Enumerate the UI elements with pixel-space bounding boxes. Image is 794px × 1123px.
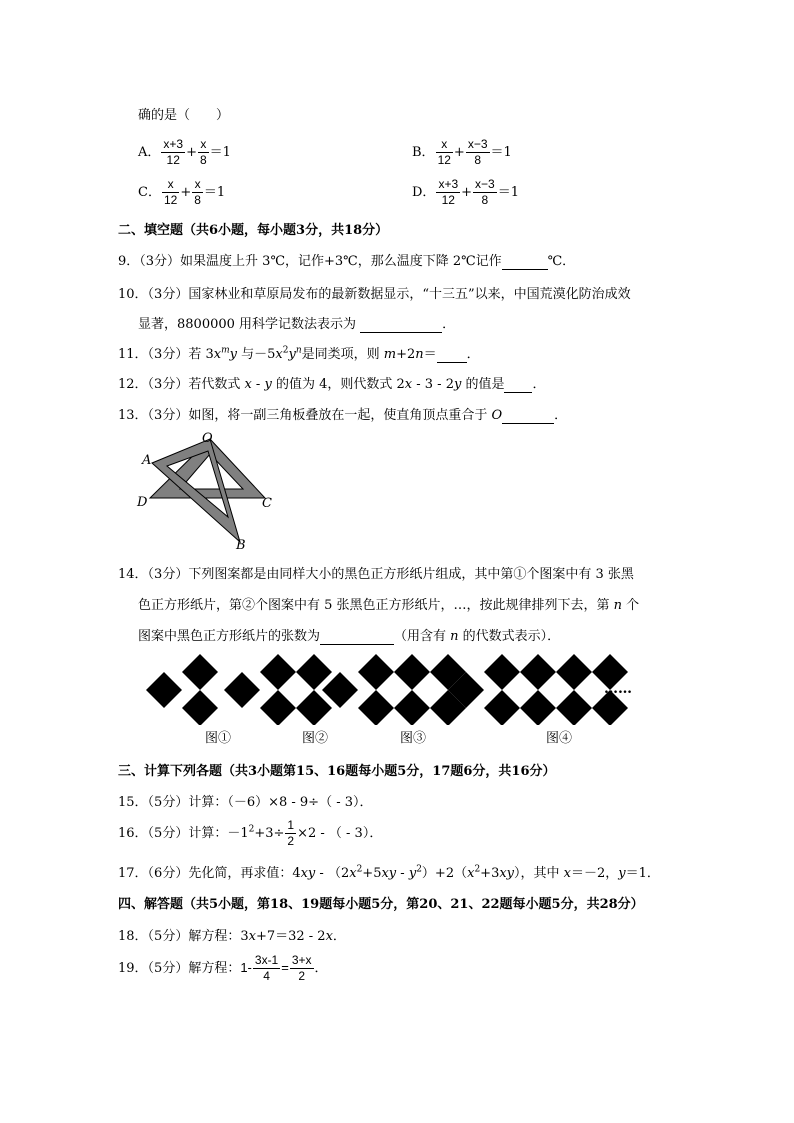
answer-blank-11[interactable]	[437, 347, 467, 363]
question-10-line2: 显著，8800000 用科学记数法表示为 ．	[138, 317, 456, 332]
question-13: 13．（3分）如图，将一副三角板叠放在一起，使直角顶点重合于 O ．	[118, 408, 568, 423]
question-14-line2: 色正方形纸片，第②个图案中有 5 张黑色正方形纸片，…，按此规律排列下去，第 n 个	[138, 598, 640, 613]
q8-option-b[interactable]: B． $\frac{x}{12}$ + $\frac{x-3}{8}$ ＝1	[412, 137, 512, 167]
black-square-tile	[146, 672, 182, 708]
question-19: 19．（5分）解方程：1- $\frac{3x-1}{4}$ = $\frac{3+x}{2}$ ．	[118, 953, 328, 983]
black-square-tile	[556, 654, 592, 690]
question-9: 9．（3分）如果温度上升 3℃，记作+3℃，那么温度下降 2℃记作 ℃．	[118, 254, 576, 269]
q8-option-c[interactable]: C． $\frac{x}{12}$ + $\frac{x}{8}$ ＝1	[138, 177, 226, 207]
diamond-patterns-figure	[138, 650, 658, 725]
label-a: A	[142, 453, 152, 468]
answer-blank-10[interactable]	[360, 317, 442, 333]
black-square-tile	[260, 690, 296, 725]
caption-fig-2: 图②	[302, 731, 329, 746]
set-squares-figure	[130, 425, 290, 555]
q8-option-a[interactable]: A． $\frac{x+3}{12}$ + $\frac{x}{8}$ ＝1	[138, 137, 231, 167]
black-square-tile	[260, 654, 296, 690]
black-square-tile	[520, 654, 556, 690]
question-17: 17．（6分）先化简，再求值：$4xy - (2x^2+5xy - y^2)+2(x^2+3xy)$，其中 x＝－2，y＝1．	[118, 864, 660, 881]
question-18: 18．（5分）解方程：3x+7＝32 - 2x．	[118, 929, 346, 944]
question-14-line1: 14．（3分）下列图案都是由同样大小的黑色正方形纸片组成，其中第①个图案中有 3 张黑	[118, 567, 634, 582]
black-square-tile	[394, 690, 430, 725]
label-c: C	[262, 496, 272, 511]
black-square-tile	[296, 654, 332, 690]
black-square-tile	[484, 690, 520, 725]
caption-fig-3: 图③	[400, 731, 427, 746]
black-square-tile	[224, 672, 260, 708]
caption-fig-1: 图①	[205, 731, 232, 746]
label-b: B	[236, 538, 246, 553]
black-square-tile	[358, 654, 394, 690]
section-4-title: 四、解答题（共5小题，第18、19题每小题5分，第20、21、22题每小题5分，共28分）	[118, 897, 644, 912]
caption-fig-4: 图④	[546, 731, 573, 746]
question-10-line1: 10．（3分）国家林业和草原局发布的最新数据显示，“十三五”以来，中国荒漠化防治成效	[118, 287, 631, 302]
label-d: D	[137, 495, 148, 510]
question-16: 16．（5分）计算：$-1^2+3\div$ $\frac{1}{2}$ ×2 - （ - 3）．	[118, 818, 383, 848]
black-square-tile	[358, 690, 394, 725]
black-square-tile	[182, 654, 218, 690]
label-o: O	[202, 431, 213, 446]
black-square-tile	[296, 690, 332, 725]
section-2-title: 二、填空题（共6小题，每小题3分，共18分）	[118, 223, 389, 238]
black-square-tile	[394, 654, 430, 690]
question-12: 12．（3分）若代数式 x - y 的值为 4，则代数式 2x - 3 - 2y 的值是 ．	[118, 377, 546, 392]
black-square-tile	[556, 690, 592, 725]
answer-blank-14[interactable]	[320, 629, 394, 645]
black-square-tile	[182, 690, 218, 725]
answer-blank-12[interactable]	[504, 377, 532, 393]
section-3-title: 三、计算下列各题（共3小题第15、16题每小题5分，17题6分，共16分）	[118, 764, 556, 779]
question-14-line3: 图案中黑色正方形纸片的张数为 （用含有 n 的代数式表示）．	[138, 629, 561, 644]
black-square-tile	[484, 654, 520, 690]
q8-option-d[interactable]: D． $\frac{x+3}{12}$ + $\frac{x-3}{8}$ ＝1	[412, 177, 519, 207]
question-15: 15．（5分）计算：（－6）×8 - 9÷（ - 3）．	[118, 795, 373, 810]
black-square-tile	[520, 690, 556, 725]
q8-tail: 确的是（ ）	[138, 108, 230, 123]
answer-blank-9[interactable]	[502, 254, 548, 270]
black-square-tile	[322, 672, 358, 708]
question-11: 11．（3分）若 $3x^my$ 与$-5x^2y^n$是同类项，则 m+2n＝ ．	[118, 345, 480, 362]
answer-blank-13[interactable]	[502, 408, 554, 424]
ellipsis-dots: ……	[604, 681, 632, 697]
